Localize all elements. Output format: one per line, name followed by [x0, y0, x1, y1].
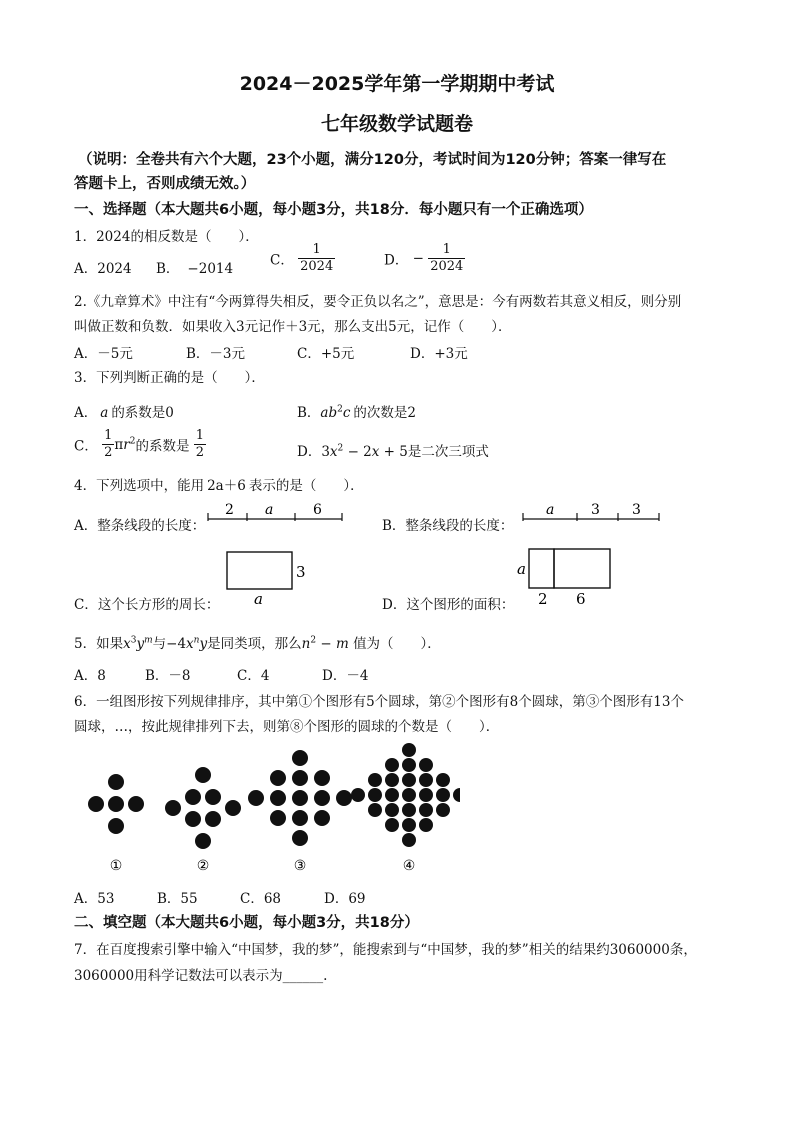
q6-figure-4-dot: [436, 803, 450, 817]
q6-figure-3-dot: [270, 810, 286, 826]
q6-figure-3-dot: [314, 790, 330, 806]
q1-option-a: A．2024: [74, 261, 132, 277]
q6-figure-3-dot: [292, 830, 308, 846]
section2-heading: 二、填空题（本大题共6小题，每小题3分，共18分）: [74, 915, 419, 931]
section1-heading: 一、选择题（本大题共6小题，每小题3分，共18分．每小题只有一个正确选项）: [74, 202, 593, 218]
q2-option-c: C．+5元: [297, 346, 355, 362]
q6-figure-4-dot: [402, 743, 416, 757]
q2-line2: 叫做正数和负数．如果收入3元记作＋3元，那么支出5元，记作（ ）．: [74, 319, 512, 335]
q6-figure-3-dot: [292, 770, 308, 786]
q4-d-label-height: a: [517, 560, 526, 578]
q6-figure-4-dot: [419, 788, 433, 802]
q6-figure-4-dot: [402, 833, 416, 847]
q4-option-d: D．这个图形的面积：: [382, 597, 515, 613]
q4-c-rectangle-figure: [220, 546, 320, 608]
q5-option-d: D．－4: [322, 668, 369, 684]
q4-b-label-0: a: [546, 502, 555, 518]
q6-figure-4-dot: [351, 788, 365, 802]
q2-option-a: A．－5元: [74, 346, 133, 362]
q6-figure-4-dot: [402, 818, 416, 832]
q2-option-b: B．－3元: [186, 346, 246, 362]
q6-figure-4-dot: [436, 788, 450, 802]
q6-figure-4-dot: [402, 773, 416, 787]
exam-note-line1: （说明：全卷共有六个大题，23个小题，满分120分，考试时间为120分钟；答案一律写在: [78, 152, 667, 168]
q6-figure-4-dot: [453, 788, 460, 802]
exam-note-line2: 答题卡上，否则成绩无效。）: [74, 176, 256, 192]
q6-figure-4-dot: [385, 818, 399, 832]
q6-figure-label-4: ④: [402, 858, 416, 874]
q6-figure-3-dot: [292, 790, 308, 806]
q4-d-label-6: 6: [576, 590, 586, 608]
q6-figure-2-dot: [185, 789, 201, 805]
q6-figure-4-dot: [368, 788, 382, 802]
q4-a-label-0: 2: [225, 502, 234, 518]
q4-d-rect-right: [554, 549, 610, 588]
q4-a-label-2: 6: [313, 502, 322, 518]
q6-figure-4-dot: [419, 818, 433, 832]
q3-option-c: C． $\frac{1}{2}$ $\pi r^2$的系数是 $\frac{1}{2}$: [74, 428, 205, 460]
q1-option-d: D． − $\frac{1}{2024}$: [384, 242, 464, 274]
q7-line1: 7．在百度搜索引擎中输入“中国梦，我的梦”，能搜索到与“中国梦，我的梦”相关的结果约3060000条，: [74, 942, 697, 958]
q4-d-rect-left: [529, 549, 554, 588]
q1-option-b: B． −2014: [156, 261, 234, 277]
q6-figure-1-dot: [88, 796, 104, 812]
q6-figure-3-dot: [270, 790, 286, 806]
q1-d-fraction: $\frac{1}{2024}$: [430, 242, 464, 274]
q4-option-a: A．整条线段的长度：: [74, 518, 206, 534]
q6-figure-4-dot: [385, 773, 399, 787]
q6-figure-4-dot: [419, 758, 433, 772]
q6-figure-4-dot: [385, 788, 399, 802]
q6-figure-2-dot: [225, 800, 241, 816]
q4-option-c: C．这个长方形的周长：: [74, 597, 220, 613]
q6-option-c: C．68: [240, 891, 282, 907]
q1-stem: 1．2024的相反数是（ ）．: [74, 229, 259, 245]
q6-figure-4-dot: [402, 788, 416, 802]
q3-c-fraction-2: $\frac{1}{2}$: [195, 428, 205, 460]
q2-line1: 2.《九章算术》中注有“今两算得失相反，要令正负以名之”，意思是：今有两数若其意义相反，则分别: [74, 294, 682, 310]
q5-option-a: A．8: [74, 668, 106, 684]
q6-figure-4-dot: [368, 803, 382, 817]
q6-option-d: D．69: [324, 891, 366, 907]
q6-figure-4-dot: [402, 803, 416, 817]
q6-dot-pattern-figure: [80, 742, 460, 877]
q6-option-a: A．53: [74, 891, 115, 907]
q4-d-label-2: 2: [538, 590, 548, 608]
q4-c-label-height: 3: [296, 563, 306, 581]
q6-option-b: B．55: [157, 891, 198, 907]
q3-stem: 3．下列判断正确的是（ ）．: [74, 370, 265, 386]
q1-c-fraction: $\frac{1}{2024}$: [300, 242, 334, 274]
exam-title: 2024－2025学年第一学期期中考试: [239, 73, 555, 95]
q6-figure-3-dot: [314, 810, 330, 826]
q4-stem: 4．下列选项中，能用 2a＋6 表示的是（ ）．: [74, 478, 364, 494]
q6-figure-4-dot: [385, 758, 399, 772]
q6-line1: 6．一组图形按下列规律排序，其中第①个图形有5个圆球，第②个图形有8个圆球，第③个图形有13个: [74, 694, 684, 710]
q6-figure-3-dot: [292, 810, 308, 826]
q6-figure-4-dot: [368, 773, 382, 787]
q6-figure-3-dot: [292, 750, 308, 766]
q3-option-d: D．$3x^2 - 2x + 5$是二次三项式: [297, 443, 489, 460]
q6-figure-4-dot: [402, 758, 416, 772]
q6-figure-label-1: ①: [109, 858, 123, 874]
q6-figure-2-dot: [195, 767, 211, 783]
q6-line2: 圆球，…，按此规律排列下去，则第⑧个图形的圆球的个数是（ ）．: [74, 719, 500, 735]
q6-figure-1-dot: [108, 796, 124, 812]
q6-figure-3-dot: [248, 790, 264, 806]
q6-figure-4-dot: [419, 773, 433, 787]
q3-option-a: A． a 的系数是0: [74, 405, 174, 421]
q6-figure-3-dot: [314, 770, 330, 786]
q6-figure-label-2: ②: [196, 858, 210, 874]
q6-figure-2-dot: [205, 811, 221, 827]
q6-figure-1-dot: [108, 818, 124, 834]
q5-option-b: B．－8: [145, 668, 191, 684]
q4-b-label-1: 3: [591, 502, 600, 518]
q4-d-rectangle-figure: [512, 542, 622, 608]
q6-figure-1-dot: [108, 774, 124, 790]
q4-option-b: B．整条线段的长度：: [382, 518, 514, 534]
q5-stem: 5．如果$x^3y^m$与$-4x^ny$是同类项，那么$n^2 - m$ 值为（ ）．: [74, 635, 441, 652]
q6-figure-4-dot: [385, 803, 399, 817]
q6-figure-2-dot: [165, 800, 181, 816]
q1-option-c: C． $\frac{1}{2024}$: [270, 242, 334, 274]
q4-c-label-width: a: [254, 590, 263, 608]
q6-figure-2-dot: [185, 811, 201, 827]
q4-b-segment-figure: [520, 500, 662, 526]
q4-a-segment-figure: [205, 500, 345, 526]
q3-c-fraction-1: $\frac{1}{2}$: [104, 428, 113, 460]
q4-b-label-2: 3: [632, 502, 641, 518]
q6-figure-4-dot: [436, 773, 450, 787]
q6-figure-4-dot: [419, 803, 433, 817]
q4-a-label-1: a: [265, 502, 274, 518]
q5-option-c: C．4: [237, 668, 270, 684]
q6-figure-2-dot: [205, 789, 221, 805]
q6-figure-label-3: ③: [293, 858, 307, 874]
q7-line2: 3060000用科学记数法可以表示为______.: [74, 968, 328, 984]
exam-subtitle: 七年级数学试题卷: [320, 113, 473, 135]
q6-figure-1-dot: [128, 796, 144, 812]
q3-option-b: B．$ab^2c$ 的次数是2: [297, 404, 417, 421]
q4-c-rectangle: [227, 552, 292, 589]
q6-figure-3-dot: [270, 770, 286, 786]
q6-figure-3-dot: [336, 790, 352, 806]
q2-option-d: D．+3元: [410, 346, 468, 362]
q6-figure-2-dot: [195, 833, 211, 849]
